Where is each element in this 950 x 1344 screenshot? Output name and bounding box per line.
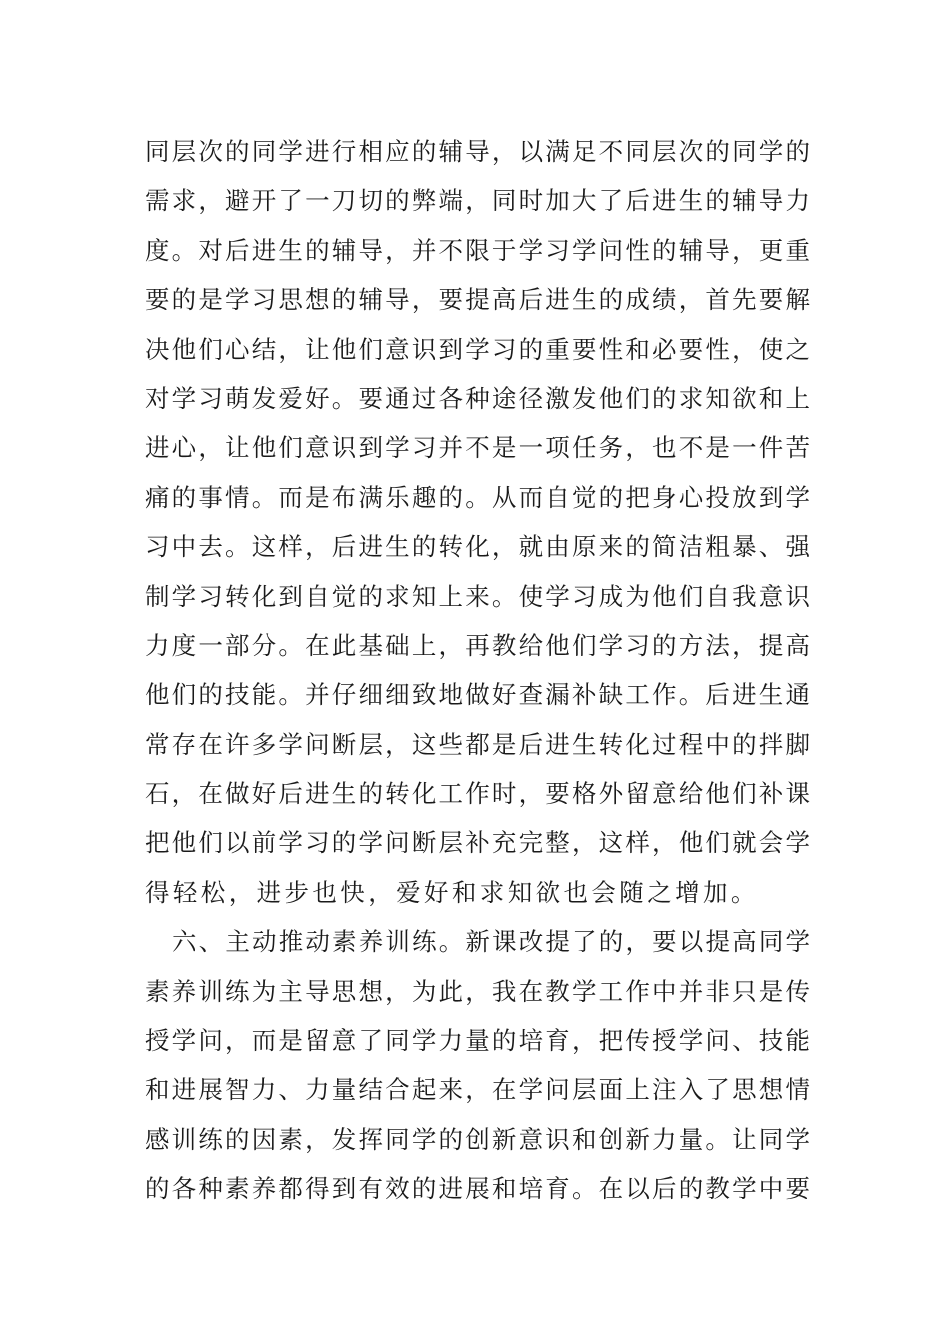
text-line: 常存在许多学问断层，这些都是后进生转化过程中的拌脚 <box>145 729 810 759</box>
text-line: 素养训练为主导思想，为此，我在教学工作中并非只是传 <box>145 976 810 1006</box>
text-line: 痛的事情。而是布满乐趣的。从而自觉的把身心投放到学 <box>145 482 810 512</box>
text-line: 六、主动推动素养训练。新课改提了的，要以提高同学 <box>172 927 810 957</box>
text-line: 同层次的同学进行相应的辅导，以满足不同层次的同学的 <box>145 137 810 166</box>
text-line: 要的是学习思想的辅导，要提高后进生的成绩，首先要解 <box>145 285 810 315</box>
text-line: 决他们心结，让他们意识到学习的重要性和必要性，使之 <box>145 334 810 364</box>
body-text <box>145 127 810 1214</box>
text-line: 习中去。这样，后进生的转化，就由原来的简洁粗暴、强 <box>145 532 810 562</box>
text-line: 制学习转化到自觉的求知上来。使学习成为他们自我意识 <box>145 581 810 611</box>
text-line: 授学问，而是留意了同学力量的培育，把传授学问、技能 <box>145 1026 810 1056</box>
text-line: 感训练的因素，发挥同学的创新意识和创新力量。让同学 <box>145 1124 810 1154</box>
text-line: 力度一部分。在此基础上，再教给他们学习的方法，提高 <box>145 630 810 660</box>
text-line: 石，在做好后进生的转化工作时，要格外留意给他们补课 <box>145 779 810 809</box>
text-line: 对学习萌发爱好。要通过各种途径激发他们的求知欲和上 <box>145 383 810 413</box>
text-line: 他们的技能。并仔细细致地做好查漏补缺工作。后进生通 <box>145 680 810 710</box>
text-line: 的各种素养都得到有效的进展和培育。在以后的教学中要 <box>145 1174 810 1204</box>
text-line: 度。对后进生的辅导，并不限于学习学问性的辅导，更重 <box>145 235 810 265</box>
text-line: 需求，避开了一刀切的弊端，同时加大了后进生的辅导力 <box>145 186 810 216</box>
text-line: 把他们以前学习的学问断层补充完整，这样，他们就会学 <box>145 828 810 858</box>
text-line: 得轻松，进步也快，爱好和求知欲也会随之增加。 <box>145 877 759 907</box>
text-line: 进心，让他们意识到学习并不是一项任务，也不是一件苦 <box>145 433 810 463</box>
text-line: 和进展智力、力量结合起来，在学问层面上注入了思想情 <box>145 1075 810 1105</box>
